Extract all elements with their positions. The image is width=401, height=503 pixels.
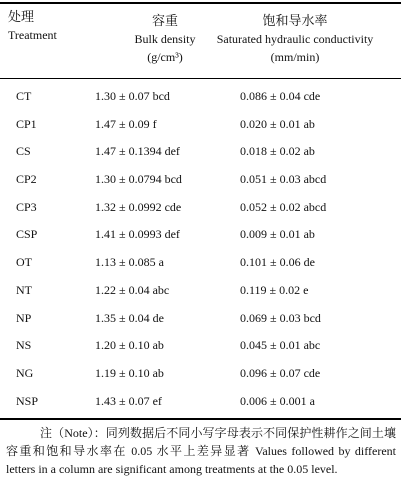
table-body [0, 84, 401, 416]
table-row [0, 139, 401, 167]
header-bulk-zh: 容重 [151, 13, 178, 28]
cell-hydraulic-conductivity: 0.086 ± 0.04 cde [240, 89, 321, 103]
cell-bulk-density: 1.47 ± 0.1394 def [95, 144, 180, 159]
table-row [0, 112, 401, 140]
cell-bulk-density: 1.19 ± 0.10 ab [95, 365, 164, 380]
table-footnote: 注（Note）：同列数据后不同小写字母表示不同保护性耕作之间土壤容重和饱和导水率在 0.05 水平上差异显著 Values followed by different letters in a column are significant among treatments at the 0.05 level. [6, 426, 396, 476]
cell-treatment: NG [16, 365, 34, 380]
cell-bulk-density: 1.35 ± 0.04 de [95, 310, 164, 325]
cell-bulk-density: 1.30 ± 0.07 bcd [95, 89, 170, 103]
header-separator-rule [0, 78, 401, 79]
table-row [0, 195, 401, 223]
cell-hydraulic-conductivity: 0.045 ± 0.01 abc [240, 338, 321, 353]
cell-hydraulic-conductivity: 0.020 ± 0.01 ab [240, 116, 315, 131]
cell-treatment: OT [16, 255, 32, 270]
cell-hydraulic-conductivity: 0.018 ± 0.02 ab [240, 144, 315, 159]
table-row [0, 84, 401, 112]
cell-treatment: CSP [16, 227, 38, 242]
table-row [0, 389, 401, 417]
cell-hydraulic-conductivity: 0.052 ± 0.02 abcd [240, 199, 327, 214]
cell-hydraulic-conductivity: 0.009 ± 0.01 ab [240, 227, 315, 242]
header-bulk-en: Bulk density [134, 32, 196, 46]
cell-bulk-density: 1.43 ± 0.07 ef [95, 393, 162, 408]
cell-treatment: CP3 [16, 199, 37, 214]
cell-bulk-density: 1.22 ± 0.04 abc [95, 282, 170, 297]
header-treatment [0, 8, 82, 44]
cell-hydraulic-conductivity: 0.101 ± 0.06 de [240, 255, 315, 270]
table-row [0, 167, 401, 195]
cell-bulk-density: 1.41 ± 0.0993 def [95, 227, 180, 242]
cell-treatment: NS [16, 338, 32, 353]
table-top-rule [0, 2, 401, 4]
cell-hydraulic-conductivity: 0.096 ± 0.07 cde [240, 365, 321, 380]
header-treatment-en: Treatment [8, 28, 57, 42]
table-row [0, 222, 401, 250]
header-ksat-en: Saturated hydraulic conductivity [216, 32, 374, 46]
table-row [0, 361, 401, 389]
table-row [0, 250, 401, 278]
cell-bulk-density: 1.13 ± 0.085 a [95, 255, 164, 270]
cell-treatment: CS [16, 144, 31, 159]
table-bottom-rule [0, 418, 401, 420]
cell-treatment: CP1 [16, 116, 37, 131]
table-row [0, 306, 401, 334]
cell-treatment: NSP [16, 393, 39, 408]
cell-hydraulic-conductivity: 0.051 ± 0.03 abcd [240, 172, 327, 187]
table-row [0, 333, 401, 361]
header-bulk-unit: (g/cm³) [147, 50, 183, 64]
cell-hydraulic-conductivity: 0.069 ± 0.03 bcd [240, 310, 321, 325]
cell-treatment: NP [16, 310, 32, 325]
cell-bulk-density: 1.47 ± 0.09 f [95, 116, 157, 131]
cell-bulk-density: 1.20 ± 0.10 ab [95, 338, 164, 353]
cell-hydraulic-conductivity: 0.006 ± 0.001 a [240, 393, 315, 408]
header-ksat-unit: (mm/min) [270, 50, 320, 64]
header-ksat-zh: 饱和导水率 [262, 13, 328, 28]
cell-treatment: CT [16, 89, 32, 103]
header-hydraulic-conductivity [205, 12, 385, 66]
cell-hydraulic-conductivity: 0.119 ± 0.02 e [240, 282, 309, 297]
cell-bulk-density: 1.30 ± 0.0794 bcd [95, 172, 182, 187]
cell-bulk-density: 1.32 ± 0.0992 cde [95, 199, 182, 214]
header-treatment-zh: 处理 [8, 9, 35, 24]
cell-treatment: CP2 [16, 172, 37, 187]
cell-treatment: NT [16, 282, 32, 297]
table-row [0, 278, 401, 306]
